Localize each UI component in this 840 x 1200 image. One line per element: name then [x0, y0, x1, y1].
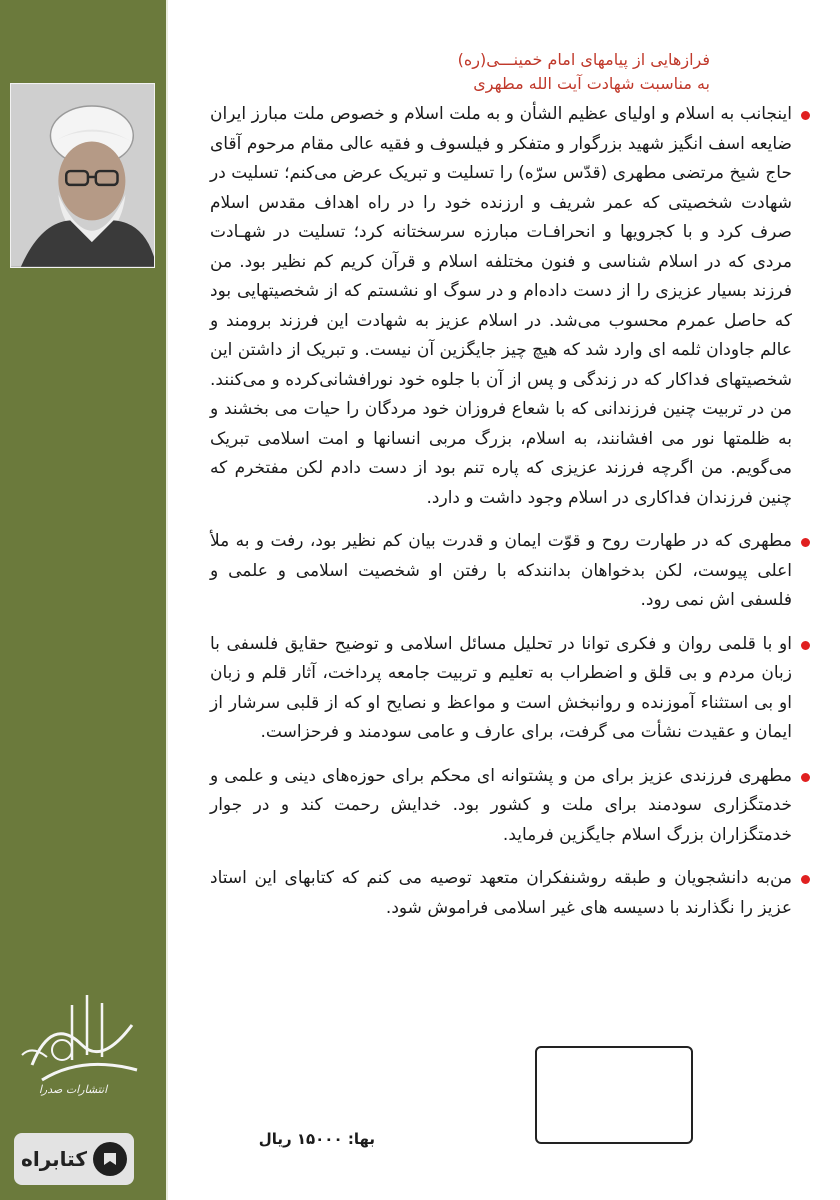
barcode-box [535, 1046, 693, 1144]
paragraph-4-text: مطهری فرزندی عزیز برای من و پشتوانه ای محکم برای حوزه‌های دینی و علمی و خدمتگزاری سودمند برای ملت و کشور بود. خدایش رحمت کند و در جوار خدمتگزاران بزرگ اسلام جایگزین فرماید. [210, 765, 792, 845]
bullet-icon [801, 641, 810, 650]
paragraph-1-text: اینجانب به اسلام و اولیای عظیم الشأن و به ملت اسلام و خصوص ملت مبارز ایران ضایعه اسف انگیز شهید بزرگوار و متفکر و فیلسوف و فقیه عالی مقام مرحوم آقای حاج شیخ مرتضی مطهری (قدّس سرّه) را تسلیت و تبریک عرض می‌کنم؛ تسلیت در شهادت شخصیتی که عمر شریف و ارزنده خود را در راه اهداف مقدس اسلام صرف کرد و با کجرویها و انحرافـات مبارزه سرسختانه کرد؛ تسلیت در شهـادت مردی که در اسلام شناسی و فنون مختلفه اسلام و قرآن کریم کم نظیر بود. من فرزند بسیار عزیزی را از دست داده‌ام و در سوگ او نشستم که از شخصیتهایی بود که حاصل عمرم محسوب می‌شد. در اسلام عزیز به شهادت این فرزند برومند و عالم جاودان ثلمه ای وارد شد که هیچ چیز جایگزین آن نیست. و تبریک از داشتن این شخصیتهای فداکار که در زندگی و پس از آن با جلوه خود نورافشانی‌کرده و می‌کنند. من در تربیت چنین فرزندانی که با شعاع فروزان خود مردگان را حیات می بخشند و به ظلمتها نور می افشانند، به اسلام، بزرگ مربی انسانها و امت اسلامی تبریک می‌گویم. من اگرچه فرزند عزیزی که پاره تنم بود از دست دادم لکن مفتخرم که چنین فرزندان فداکاری در اسلام وجود داشت و دارد. [210, 104, 792, 508]
publisher-logo-caption: انتشارات صدرا [38, 1083, 108, 1096]
paragraph-3-text: او با قلمی روان و فکری توانا در تحلیل مسائل اسلامی و توضیح حقایق فلسفی با زبان مردم و بی قلق و اضطراب به تعلیم و تربیت جامعه پرداخت، آثار قلم و زبان او بی استثناء آموزنده و روانبخش است و مواعظ و نصایح او که از قلبی سرشار از ایمان و عقیدت نشأت می گرفت، برای عارف و عامی سودمند و فرحزاست. [210, 633, 792, 742]
ketabrah-badge[interactable] [14, 1133, 134, 1185]
paragraph-5-text: من‌به دانشجویان و طبقه روشنفکران متعهد توصیه می کنم که کتابهای این استاد عزیز را نگذارند با دسیسه های غیر اسلامی فراموش شود. [210, 868, 792, 918]
paragraph-5 [210, 864, 810, 923]
header-title: فرازهایی از پیامهای امام خمینـــی(ره) [457, 50, 710, 69]
sidebar-divider [166, 0, 168, 1200]
author-portrait [10, 83, 155, 268]
portrait-illustration [11, 84, 154, 267]
bullet-icon [801, 875, 810, 884]
bullet-icon [801, 538, 810, 547]
paragraph-1 [210, 100, 810, 513]
header-subtitle: به مناسبت شهادت آیت الله مطهری [473, 74, 710, 93]
ketabrah-icon [93, 1142, 127, 1176]
ketabrah-label: کتابراه [21, 1147, 87, 1171]
price-label: بها: ۱۵۰۰۰ ریال [258, 1130, 375, 1148]
paragraph-2-text: مطهری که در طهارت روح و قوّت ایمان و قدرت بیان کم نظیر بود، رفت و به ملأ اعلی پیوست، لکن بدخواهان بدانندکه با رفتن او شخصیت اسلامی و علمی و فلسفی اش نمی رود. [210, 531, 792, 610]
paragraph-2 [210, 527, 810, 616]
bullet-icon [801, 111, 810, 120]
main-text-column [210, 48, 810, 923]
paragraph-4 [210, 762, 810, 851]
bullet-icon [801, 773, 810, 782]
paragraph-3 [210, 630, 810, 748]
